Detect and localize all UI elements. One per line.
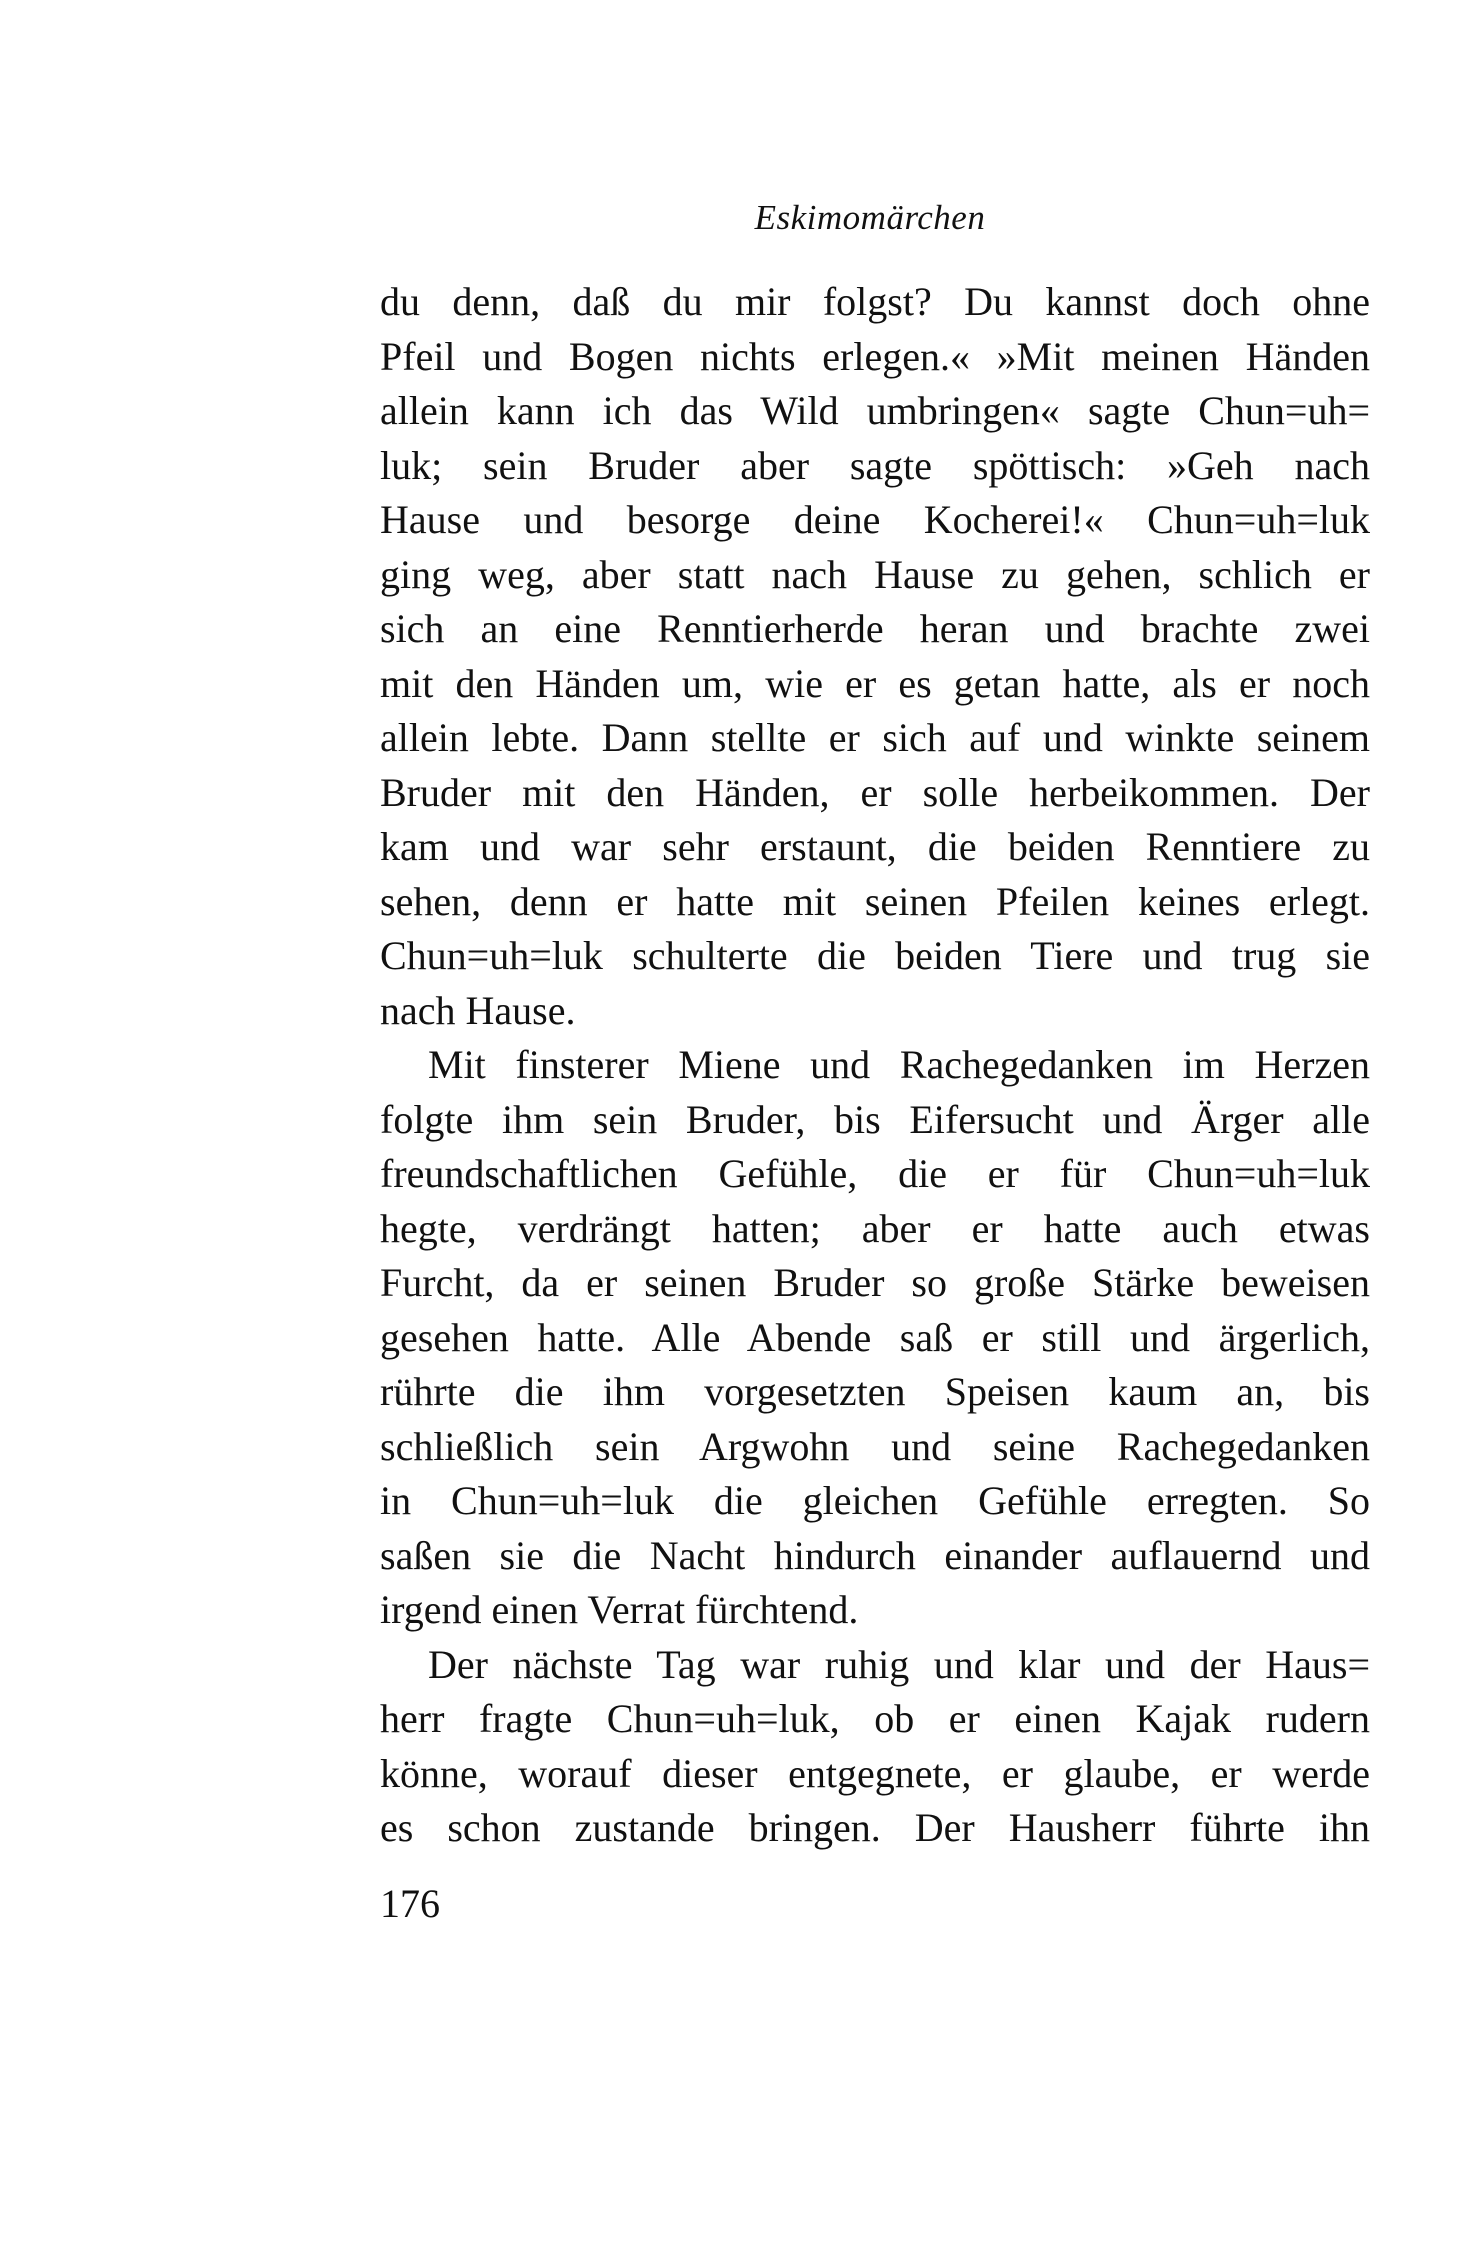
text-line: sich an eine Renntierherde heran und brachte zwei [380,606,1370,651]
text-line: allein kann ich das Wild umbringen« sagte Chun=uh= [380,388,1370,433]
text-line: ging weg, aber statt nach Hause zu gehen, schlich er [380,551,1370,597]
text-line: Bruder mit den Händen, er solle herbeikommen. Der [380,769,1370,815]
text-line: gesehen hatte. Alle Abende saß er still und ärgerlich, [380,1314,1370,1360]
text-line: Chun=uh=luk schulterte die beiden Tiere und trug sie [380,933,1370,978]
text-line: allein lebte. Dann stellte er sich auf und winkte seinem [380,715,1370,760]
page-number: 176 [380,1881,440,1926]
text-line: mit den Händen um, wie er es getan hatte, als er noch [380,660,1370,706]
paragraph-end-line: nach Hause. [380,987,576,1033]
text-line: in Chun=uh=luk die gleichen Gefühle erregten. So [380,1478,1370,1523]
running-title: Eskimomärchen [754,198,986,237]
text-line: herr fragte Chun=uh=luk, ob er einen Kajak rudern [380,1696,1370,1741]
text-line: könne, worauf dieser entgegnete, er glaube, er werde [380,1750,1370,1796]
text-line: hegte, verdrängt hatten; aber er hatte auch etwas [380,1205,1370,1251]
paragraph-first-line: Mit finsterer Miene und Rachegedanken im Herzen [428,1042,1370,1087]
text-line: Furcht, da er seinen Bruder so große Stärke beweisen [380,1260,1370,1305]
text-line: Pfeil und Bogen nichts erlegen.« »Mit meinen Händen [380,333,1370,379]
text-line: sehen, denn er hatte mit seinen Pfeilen keines erlegt. [380,878,1370,924]
body-text [380,275,1370,1856]
paragraph-end-line: irgend einen Verrat fürchtend. [380,1587,859,1632]
text-line: kam und war sehr erstaunt, die beiden Renntiere zu [380,824,1370,869]
text-line: schließlich sein Argwohn und seine Rachegedanken [380,1423,1370,1469]
text-line: rührte die ihm vorgesetzten Speisen kaum an, bis [380,1369,1370,1414]
text-line: saßen sie die Nacht hindurch einander auflauernd und [380,1532,1370,1578]
text-line: Hause und besorge deine Kocherei!« Chun=uh=luk [380,497,1370,542]
text-line: freundschaftlichen Gefühle, die er für Chun=uh=luk [380,1151,1370,1196]
text-line: luk; sein Bruder aber sagte spöttisch: »Geh nach [380,442,1370,488]
text-line: folgte ihm sein Bruder, bis Eifersucht und Ärger alle [380,1096,1370,1142]
text-line: du denn, daß du mir folgst? Du kannst doch ohne [380,279,1370,324]
text-line: es schon zustande bringen. Der Hausherr führte ihn [380,1805,1370,1850]
paragraph-first-line: Der nächste Tag war ruhig und klar und der Haus= [428,1641,1370,1687]
